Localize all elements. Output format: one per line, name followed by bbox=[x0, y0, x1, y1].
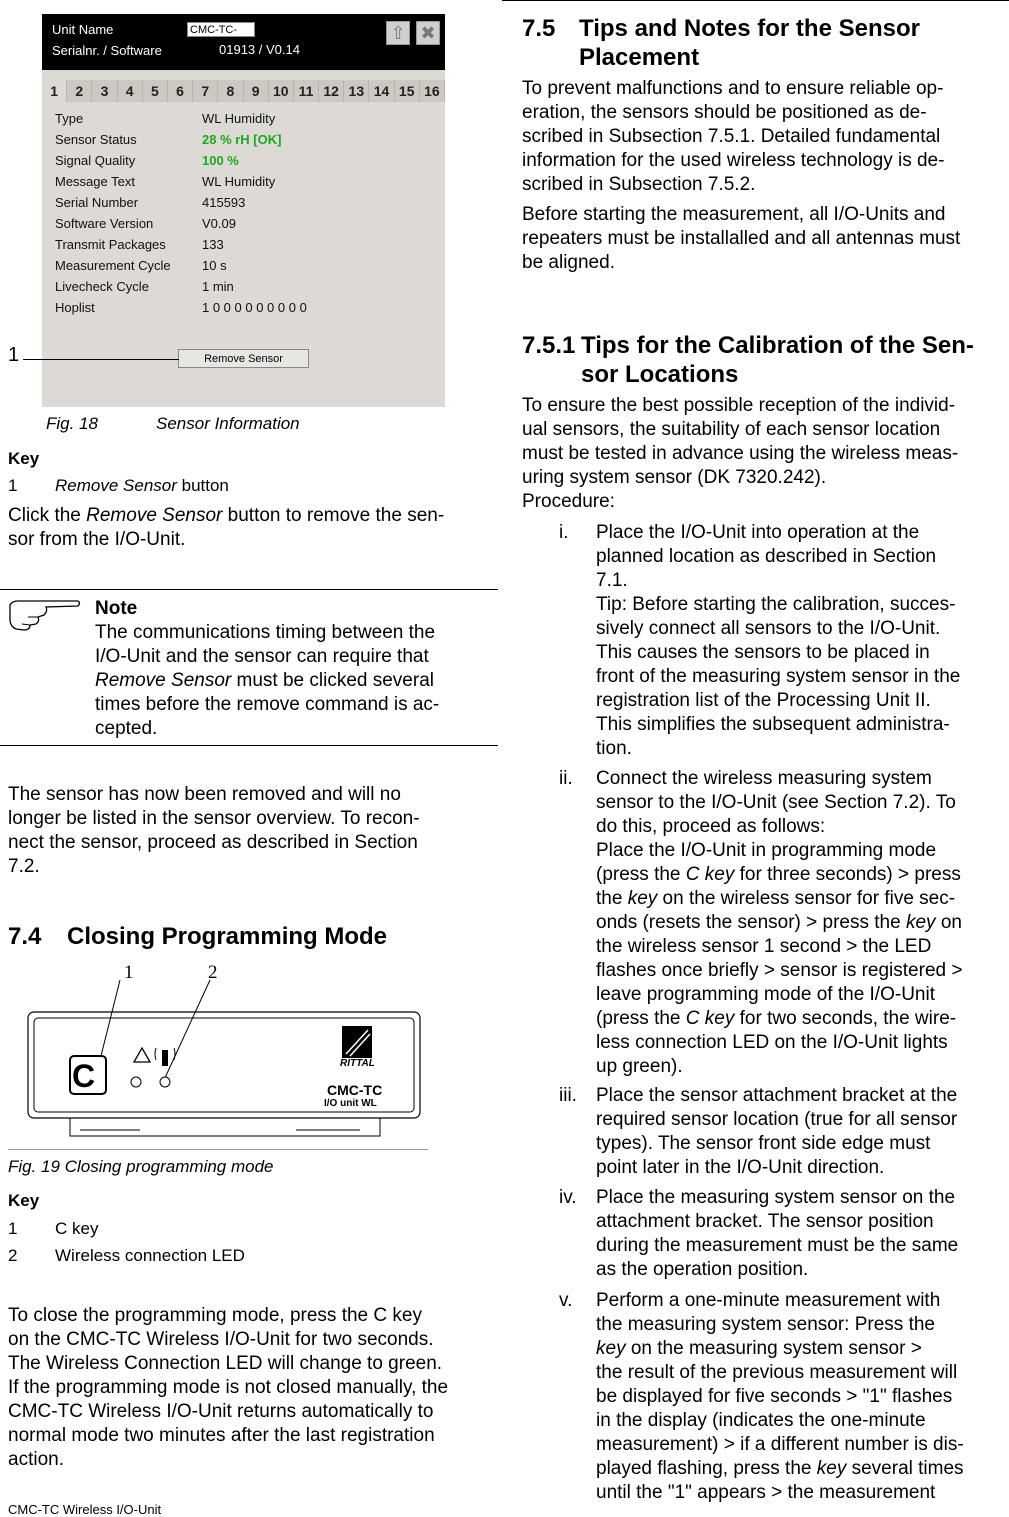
detail-row bbox=[55, 111, 276, 126]
fig18-caption: Sensor Information bbox=[156, 414, 300, 433]
sensor-tab[interactable]: 6 bbox=[168, 80, 193, 102]
sensor-tab[interactable]: 10 bbox=[269, 80, 294, 102]
sensor-tab[interactable]: 8 bbox=[218, 80, 243, 102]
note-top-rule bbox=[0, 589, 498, 590]
detail-row bbox=[55, 174, 276, 189]
close-icon[interactable]: ✖ bbox=[416, 21, 440, 45]
sensor-tab[interactable]: 7 bbox=[193, 80, 218, 102]
sensor-info-screenshot bbox=[42, 14, 445, 407]
fig19-rule bbox=[8, 1149, 428, 1150]
sensor-tab[interactable]: 11 bbox=[294, 80, 319, 102]
key2-num-1: 1 bbox=[8, 1219, 18, 1238]
step-iii: Place the sensor attachment bracket at the required sensor location (true for all sensor types). The sensor front side edge must point later in the I/O-Unit direction. bbox=[596, 1085, 958, 1178]
step-i-marker: i. bbox=[559, 522, 569, 543]
detail-value: 133 bbox=[202, 237, 224, 252]
note-bottom-rule bbox=[0, 745, 498, 746]
detail-value: 415593 bbox=[202, 195, 246, 210]
callout-line bbox=[23, 359, 179, 360]
key2-item-1: C key bbox=[55, 1219, 99, 1238]
step-ii: Connect the wireless measuring system sensor to the I/O-Unit (see Section 7.2). To do this, proceed as follows: Place the I/O-Unit in programming mode (press the C key for three seconds) > press the key on the wireless sensor for five sec- onds (resets the sensor) > press the key on the wireless sensor 1 second > the LED flashes once briefly > sensor is registered > leave programming mode of the I/O-Unit (press the C key for two seconds, the wire- less connection LED on the I/O-Unit lights up green). bbox=[596, 768, 963, 1077]
section-7-5-1-number: 7.5.1 bbox=[522, 332, 576, 359]
detail-value: 1 min bbox=[202, 279, 234, 294]
key-item: Remove Sensor button bbox=[55, 476, 229, 495]
step-iii-marker: iii. bbox=[559, 1085, 577, 1106]
section-7-5-paragraph-1: To prevent malfunctions and to ensure reliable op- eration, the sensors should be positioned as de- scribed in Subsection 7.5.1. Detailed fundamental information for the used wireless technology is de- scribed in Subsection 7.5.2. bbox=[522, 78, 945, 195]
detail-row bbox=[55, 237, 224, 252]
step-ii-marker: ii. bbox=[559, 768, 573, 789]
detail-value: 100 % bbox=[202, 153, 239, 168]
callout-1: 1 bbox=[8, 344, 20, 366]
fig19-caption: Fig. 19 Closing programming mode bbox=[8, 1157, 274, 1176]
detail-value: V0.09 bbox=[202, 216, 236, 231]
detail-label: Livecheck Cycle bbox=[55, 279, 149, 294]
unit-name-field[interactable]: CMC-TC-IOW bbox=[187, 22, 255, 37]
note-title: Note bbox=[95, 598, 138, 619]
detail-label: Sensor Status bbox=[55, 132, 137, 147]
section-7-4-number: 7.4 bbox=[8, 923, 42, 950]
sensor-tab[interactable]: 15 bbox=[395, 80, 420, 102]
key2-item-2: Wireless connection LED bbox=[55, 1246, 245, 1265]
sensor-tab[interactable]: 2 bbox=[67, 80, 92, 102]
screenshot-header bbox=[42, 14, 445, 70]
sensor-tab[interactable]: 12 bbox=[319, 80, 344, 102]
click-remove-paragraph: Click the Remove Sensor button to remove the sen- sor from the I/O-Unit. bbox=[8, 505, 445, 550]
upload-arrow-icon[interactable]: ⇧ bbox=[386, 21, 410, 45]
io-unit-drawing bbox=[20, 958, 430, 1148]
note-block: Note The communications timing between the I/O-Unit and the sensor can require that Remove Sensor must be clicked several times before the remove command is ac- cepted. bbox=[95, 597, 495, 741]
pointing-hand-icon bbox=[8, 597, 82, 633]
detail-value: 28 % rH [OK] bbox=[202, 132, 282, 147]
sensor-tab[interactable]: 5 bbox=[143, 80, 168, 102]
sensor-tab[interactable]: 16 bbox=[420, 80, 445, 102]
model-label: CMC-TC bbox=[327, 1082, 383, 1098]
section-7-5-title: Tips and Notes for the Sensor Placement bbox=[579, 15, 920, 71]
sensor-tabs bbox=[42, 80, 445, 102]
detail-label: Software Version bbox=[55, 216, 154, 231]
page-footer: CMC-TC Wireless I/O-Unit bbox=[8, 1502, 162, 1517]
sensor-tab[interactable]: 13 bbox=[344, 80, 369, 102]
detail-row bbox=[55, 300, 307, 315]
sensor-tab[interactable]: 3 bbox=[92, 80, 117, 102]
key-number: 1 bbox=[8, 476, 18, 495]
detail-label: Message Text bbox=[55, 174, 135, 189]
sensor-tab[interactable]: 14 bbox=[369, 80, 394, 102]
detail-row bbox=[55, 216, 236, 231]
model-sub-label: I/O unit WL bbox=[324, 1098, 377, 1109]
section-7-5-1-title: Tips for the Calibration of the Sen- sor Locations bbox=[581, 332, 974, 388]
detail-row bbox=[55, 258, 227, 273]
detail-label: Serial Number bbox=[55, 195, 139, 210]
detail-label: Hoplist bbox=[55, 300, 95, 315]
sensor-tab[interactable]: 1 bbox=[42, 80, 67, 102]
step-v: Perform a one-minute measurement with the measuring system sensor: Press the key on the measuring system sensor > the result of the previous measurement will be displayed for five seconds > "1" flashes in the display (indicates the one-minute measurement) > if a different number is dis- played flashing, press the key several times until the "1" appears > the measurement bbox=[596, 1290, 964, 1503]
detail-value: 10 s bbox=[202, 258, 227, 273]
top-rule bbox=[502, 0, 1009, 1]
detail-value: WL Humidity bbox=[202, 111, 276, 126]
step-v-marker: v. bbox=[559, 1290, 573, 1311]
step-iv-marker: iv. bbox=[559, 1187, 577, 1208]
detail-row bbox=[55, 279, 234, 294]
detail-label: Type bbox=[55, 111, 84, 126]
detail-label: Measurement Cycle bbox=[55, 258, 171, 273]
section-7-5-number: 7.5 bbox=[522, 15, 556, 42]
step-i: Place the I/O-Unit into operation at the planned location as described in Section 7.1. Tip: Before starting the calibration, succes- sively connect all sensors to the I/O-Unit. This causes the sensors to be placed in front of the measuring system sensor in the registration list of the Processing Unit II. This simplifies the subsequent administra- tion. bbox=[596, 522, 961, 759]
detail-label: Signal Quality bbox=[55, 153, 136, 168]
c-key-label: C bbox=[72, 1058, 96, 1094]
key2-num-2: 2 bbox=[8, 1246, 18, 1265]
step-iv: Place the measuring system sensor on the attachment bracket. The sensor position during the measurement must be the same as the operation position. bbox=[596, 1187, 959, 1280]
serial-label: Serialnr. / Software bbox=[52, 43, 162, 58]
detail-row bbox=[55, 195, 246, 210]
fig18-number: Fig. 18 bbox=[46, 414, 98, 433]
detail-value: WL Humidity bbox=[202, 174, 276, 189]
detail-value: 1 0 0 0 0 0 0 0 0 0 bbox=[202, 300, 307, 315]
serial-value: 01913 / V0.14 bbox=[219, 42, 300, 57]
brand-logo-text: RITTAL bbox=[340, 1058, 375, 1069]
section-7-5-1-paragraph: To ensure the best possible reception of the individ- ual sensors, the suitability of each sensor location must be tested in advance using the wireless meas- uring system sensor (DK 7320.242). Procedure: bbox=[522, 395, 959, 512]
sensor-removed-paragraph: The sensor has now been removed and will no longer be listed in the sensor overview. To recon- nect the sensor, proceed as described in Section 7.2. bbox=[8, 784, 420, 877]
fig19-callout-2: 2 bbox=[208, 962, 218, 983]
sensor-tab[interactable]: 4 bbox=[118, 80, 143, 102]
remove-sensor-button[interactable]: Remove Sensor bbox=[178, 349, 309, 368]
sensor-tab[interactable]: 9 bbox=[244, 80, 269, 102]
section-7-5-paragraph-2: Before starting the measurement, all I/O-Units and repeaters must be installalled and all antennas must be aligned. bbox=[522, 204, 961, 273]
section-7-4-title: Closing Programming Mode bbox=[67, 923, 388, 950]
detail-row bbox=[55, 153, 239, 168]
close-mode-paragraph: To close the programming mode, press the C key on the CMC-TC Wireless I/O-Unit for two seconds. The Wireless Connection LED will change to green. If the programming mode is not closed manually, the CMC-TC Wireless I/O-Unit returns automatically to normal mode two minutes after the last registration action. bbox=[8, 1305, 449, 1470]
detail-row bbox=[55, 132, 282, 147]
key2-heading: Key bbox=[8, 1191, 40, 1210]
fig19-callout-1: 1 bbox=[124, 962, 134, 983]
detail-label: Transmit Packages bbox=[55, 237, 166, 252]
unit-name-label: Unit Name bbox=[52, 22, 114, 37]
key-heading: Key bbox=[8, 449, 40, 468]
